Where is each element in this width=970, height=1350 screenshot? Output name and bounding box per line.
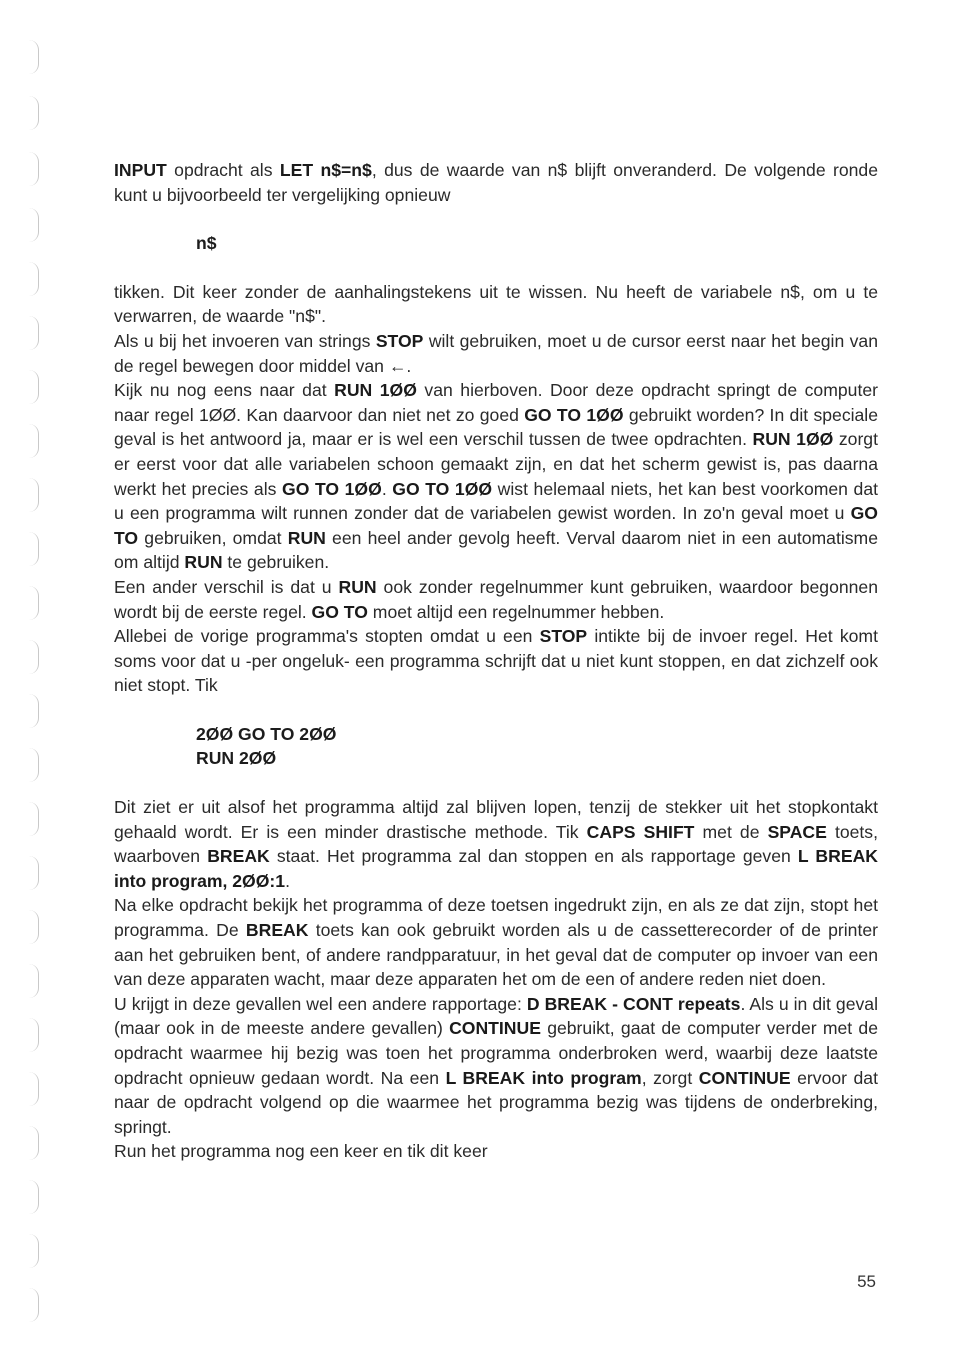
text-run: zorgt er eerst voor dat alle variabelen schoon gemaakt zijn, en dat het scherm gewist is, pas daarna werkt het precies als [114, 429, 878, 499]
keyword: CONTINUE [698, 1067, 791, 1088]
text-run: Na elke opdracht bekijk het programma of deze toetsen ingedrukt zijn, en als ze dat zijn, stopt het programma. De [114, 895, 878, 941]
keyword: STOP [375, 330, 424, 351]
keyword: GO TO 1ØØ [392, 478, 493, 499]
keyword: SPACE [767, 821, 827, 842]
body-text [114, 158, 878, 1164]
paragraph-8 [114, 893, 878, 991]
text-run: van hierboven. Door deze opdracht springt de computer naar regel 1ØØ. Kan daarvoor dan niet net zo goed [114, 380, 878, 425]
keyword: BREAK [207, 846, 270, 867]
text-run: , dus de waarde van n$ blijft onveranderd. De volgende ronde kunt u bijvoorbeeld ter vergelijking opnieuw [114, 160, 878, 205]
keyword: LET n$=n$ [279, 160, 372, 180]
paragraph-1 [114, 158, 878, 207]
text-run: te gebruiken. [222, 552, 330, 573]
keyword: RUN [338, 576, 377, 597]
keyword: GO TO 1ØØ [524, 404, 624, 425]
text-run: gebruikt worden? In dit speciale geval is het antwoord ja, maar er is wel een verschil tussen de twee opdrachten. [114, 404, 879, 450]
text-run: met de [694, 821, 768, 842]
paragraph-4 [114, 378, 878, 575]
code-line: n$ [196, 233, 217, 254]
keyword: D BREAK - CONT repeats [526, 993, 741, 1014]
binding-hole-marks [28, 40, 48, 1320]
keyword: RUN 1ØØ [334, 380, 417, 401]
page-number: 55 [857, 1272, 876, 1291]
text-run: wist helemaal niets, het kan best voorkomen dat u een programma wilt runnen zonder dat de variabelen gewist worden. In zo'n geval moet u [114, 478, 878, 524]
text-run: gebruiken, omdat [138, 527, 288, 548]
code-line: RUN 2ØØ [196, 748, 277, 769]
paragraph-7 [114, 795, 878, 893]
keyword: RUN 1ØØ [752, 429, 834, 450]
keyword: CAPS SHIFT [586, 821, 695, 842]
keyword: CONTINUE [449, 1018, 541, 1039]
text-run: Een ander verschil is dat u [114, 576, 339, 597]
keyword: GO TO 1ØØ [282, 478, 382, 499]
text-run: Run het programma nog een keer en tik dit keer [114, 1141, 488, 1162]
text-run: . [285, 870, 290, 891]
keyword: INPUT [114, 160, 167, 180]
text-run: een heel ander gevolg heeft. Verval daarom niet in een automatisme om altijd [114, 527, 878, 573]
paragraph-5 [114, 575, 878, 624]
text-run: , zorgt [641, 1067, 699, 1088]
text-run: . [381, 478, 393, 499]
paragraph-3 [114, 329, 878, 378]
text-run: . Als u in dit geval (maar ook in de meeste andere gevallen) [114, 993, 878, 1039]
text-run: tikken. Dit keer zonder de aanhalingstekens uit te wissen. Nu heeft de variabele n$, om u te verwarren, de waarde "n$". [114, 281, 878, 327]
keyword: BREAK [245, 920, 309, 941]
text-run: toets, waarboven [114, 821, 878, 867]
text-run: staat. Het programma zal dan stoppen en als rapportage geven [269, 846, 798, 867]
keyword: STOP [539, 626, 588, 647]
text-run: ervoor dat naar de opdracht volgend op die waarmee het programma bezig was tijdens de onderbreking, springt. [114, 1067, 878, 1137]
text-run: toets kan ook gebruikt worden als u de cassetterecorder of de printer aan het gebruiken bent, of andere randpparatuur, in het geval dat de computer op invoer van een van deze apparaten wacht, maar deze apparaten het om de een of andere reden niet doen. [114, 920, 879, 990]
keyword: RUN [184, 552, 223, 573]
keyword: L BREAK into program, 2ØØ:1 [114, 846, 878, 891]
code-block-1 [114, 231, 878, 256]
code-block-2 [114, 722, 878, 771]
text-run: wilt gebruiken, moet u de cursor eerst naar het begin van de regel bewegen door middel van ←. [114, 330, 878, 376]
text-run: Allebei de vorige programma's stopten omdat u een [114, 626, 540, 647]
text-run: opdracht als [166, 160, 280, 180]
paragraph-6 [114, 624, 878, 698]
text-run: intikte bij de invoer regel. Het komt soms voor dat u -per ongeluk- een programma schrijft dat u niet kunt stoppen, en dat zichzelf ook niet stopt. Tik [114, 626, 878, 696]
paragraph-9 [114, 992, 878, 1140]
keyword: GO TO [311, 601, 368, 622]
keyword: RUN [287, 527, 326, 548]
text-run: Dit ziet er uit alsof het programma altijd zal blijven lopen, tenzij de stekker uit het stopkontakt gehaald wordt. Er is een minder drastische methode. Tik [114, 797, 878, 842]
paragraph-10 [114, 1139, 878, 1164]
text-run: Als u bij het invoeren van strings [114, 330, 376, 351]
paragraph-2 [114, 280, 878, 329]
text-run: gebruikt, gaat de computer verder met de opdracht waarmee hij bezig was toen het programma onderbroken werd, waarbij deze laatste opdracht opnieuw gedaan wordt. Na een [114, 1018, 878, 1088]
text-run: ook zonder regelnummer kunt gebruiken, waardoor begonnen wordt bij de eerste regel. [114, 576, 878, 622]
text-run: U krijgt in deze gevallen wel een andere rapportage: [114, 993, 527, 1014]
text-run: moet altijd een regelnummer hebben. [367, 601, 665, 622]
keyword: L BREAK into program [445, 1067, 642, 1088]
text-run: Kijk nu nog eens naar dat [114, 380, 335, 401]
code-line: 2ØØ GO TO 2ØØ [196, 723, 337, 744]
keyword: GO TO [114, 503, 878, 548]
